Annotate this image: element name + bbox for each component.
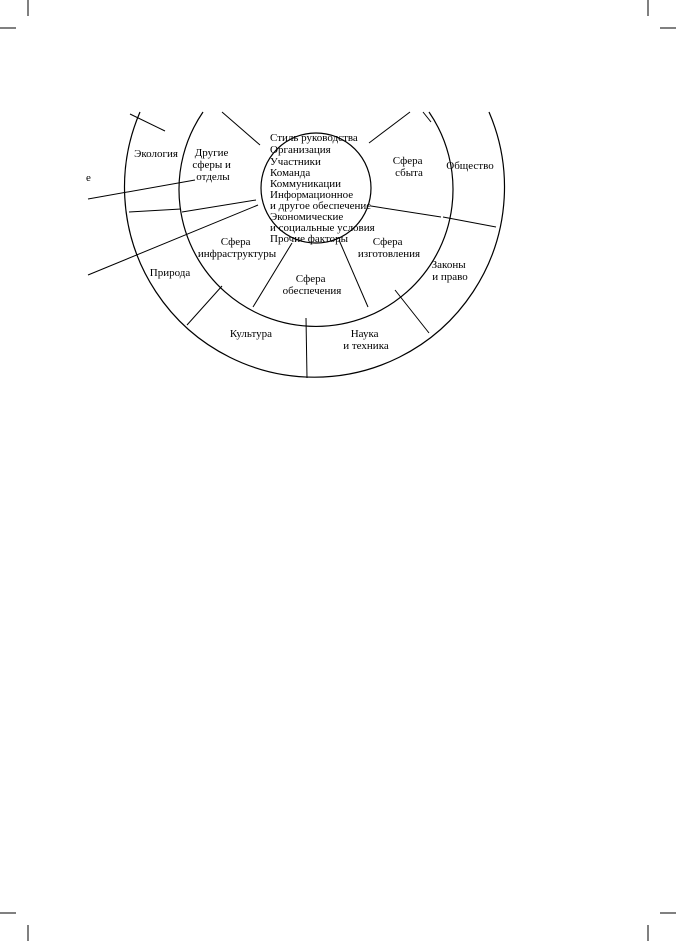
outer-segment-nature: Природа <box>149 267 191 279</box>
inner-segment-manufacturing: Сфера изготовления <box>357 236 421 260</box>
inner-segment-sales: Сфера сбыта <box>392 155 423 179</box>
center-line: Коммуникации <box>270 178 341 190</box>
center-line: Команда <box>270 167 311 179</box>
outer-segment-science: Наука и техника <box>343 328 389 352</box>
center-line: и другое обеспечение <box>270 200 372 212</box>
inner-segment-infrastructure: Сфера инфраструктуры <box>197 236 277 260</box>
center-line: Участники <box>270 156 321 168</box>
center-line: Стиль руководства <box>270 132 358 144</box>
center-line: Информационное <box>270 189 354 201</box>
center-line: Экономические <box>270 211 344 223</box>
inner-segment-other-spheres: Другие сферы и отделы <box>192 147 231 183</box>
inner-segment-supply: Сфера обеспечения <box>282 273 342 297</box>
cut-off-text: е <box>86 172 91 184</box>
outer-segment-society: Общество <box>446 160 494 172</box>
center-line: и социальные условия <box>270 222 375 234</box>
outer-segment-culture: Культура <box>229 328 273 340</box>
outer-segment-ecology: Экология <box>134 148 178 160</box>
outer-segment-law: Законы и право <box>431 259 468 283</box>
center-factors-list <box>270 132 377 245</box>
center-line: Организация <box>270 144 331 156</box>
center-line: Прочие факторы <box>270 233 348 245</box>
